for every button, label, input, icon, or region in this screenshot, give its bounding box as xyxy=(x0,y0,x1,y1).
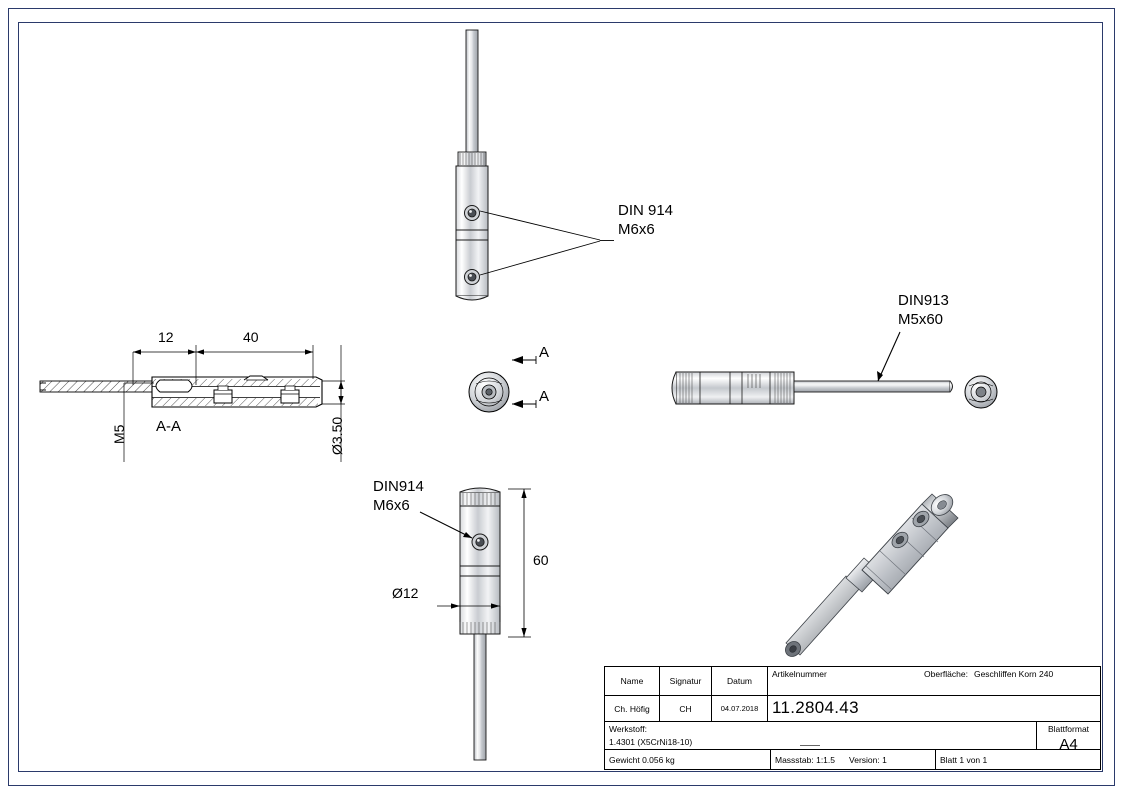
surface-cell xyxy=(920,667,1100,695)
section-name-label: A-A xyxy=(156,418,182,435)
sheetformat-label: Blattformat xyxy=(1047,724,1090,734)
dimension-40: 40 xyxy=(243,329,259,345)
dimension-m5: M5 xyxy=(111,424,127,444)
material-cell xyxy=(605,722,1036,749)
annotation-din913-right-size: M5x60 xyxy=(898,311,944,328)
dimension-60: 60 xyxy=(533,552,549,568)
sheetformat-value: A4 xyxy=(1059,736,1078,749)
header-signature: Signatur xyxy=(660,667,712,695)
article-number: 11.2804.4 xyxy=(772,698,850,717)
dimension-12: 12 xyxy=(158,329,174,345)
sheetformat-cell xyxy=(1036,722,1100,749)
weight-cell xyxy=(605,750,771,769)
annotation-din913-right: DIN913 xyxy=(898,292,949,309)
dimension-bore-diameter: Ø3.50 xyxy=(329,416,345,455)
annotation-din914-top: DIN 914 xyxy=(618,202,674,219)
article-number-suffix: 3 xyxy=(849,698,859,717)
article-label-cell xyxy=(768,667,920,695)
weight-value: Gewicht 0.056 kg xyxy=(609,754,675,765)
surface-label: Oberfläche: xyxy=(924,669,968,679)
article-number-cell xyxy=(768,696,1100,721)
version-value: Version: 1 xyxy=(849,754,887,765)
scale-version-cell xyxy=(771,750,936,769)
title-block-material-row xyxy=(605,721,1100,749)
title-block xyxy=(604,666,1101,770)
section-arrow-label-top: A xyxy=(539,344,550,361)
decorative-dash xyxy=(800,745,820,746)
material-label: Werkstoff: xyxy=(609,724,647,734)
value-signature: CH xyxy=(660,696,712,721)
header-date: Datum xyxy=(712,667,768,695)
section-arrow-label-bottom: A xyxy=(539,388,550,405)
article-label: Artikelnummer xyxy=(772,669,827,679)
material-value: 1.4301 (X5CrNi18-10) xyxy=(609,737,693,747)
title-block-header-row xyxy=(605,667,1100,695)
dimension-diameter-12: Ø12 xyxy=(392,585,419,601)
title-block-value-row xyxy=(605,695,1100,721)
annotation-din914-top-size: M6x6 xyxy=(618,221,655,238)
annotation-din914-bottom-size: M6x6 xyxy=(373,497,410,514)
annotation-din914-bottom: DIN914 xyxy=(373,478,424,495)
sheet-of-value: Blatt 1 von 1 xyxy=(940,754,988,765)
title-block-footer-row xyxy=(605,749,1100,769)
sheet-of-cell xyxy=(936,750,1100,769)
header-name: Name xyxy=(605,667,660,695)
value-date: 04.07.2018 xyxy=(712,696,768,721)
scale-value: Massstab: 1:1.5 xyxy=(775,754,836,765)
surface-value: Geschliffen Korn 240 xyxy=(973,669,1054,679)
value-name: Ch. Höfig xyxy=(605,696,660,721)
